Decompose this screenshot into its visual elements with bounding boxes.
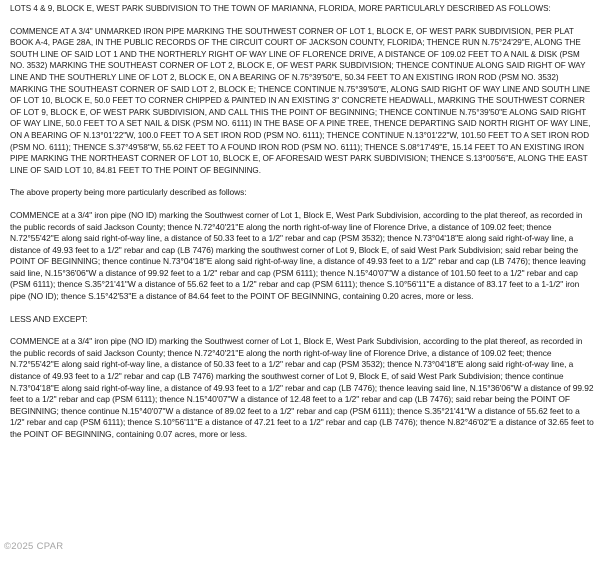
legal-description-caps: COMMENCE AT A 3/4" UNMARKED IRON PIPE MARKING THE SOUTHWEST CORNER OF LOT 1, BLOCK E, OF WEST PARK SUBDIVISION, PER PLAT BOOK A-4, PAGE 28A, IN THE PUBLIC RECORDS OF THE CIRCUIT COURT OF JACKSON COUNTY, FLORIDA; THENCE RUN N.75°24'29"E, ALONG THE SOUTH LINE OF SAID LOT 1 AND THE NORTHERLY RIGHT OF WAY LINE OF FLORENCE DRIVE, A DISTANCE OF 109.02 FEET TO A NAIL & DISK (PSM NO. 3532) MARKING THE SOUTHEAST CORNER OF LOT 2, BLOCK E, OF WEST PARK SUBDIVISION; THENCE CONTINUE ALONG SAID RIGHT OF WAY LINE AND THE SOUTHERLY LINE OF LOT 2, BLOCK E, ON A BEARING OF N.75°39'50"E, 50.34 FEET TO AN EXISTING IRON ROD (PSM NO. 3532) MARKING THE SOUTHEAST CORNER OF SAID LOT 2, BLOCK E; THENCE CONTINUE N.75°39'50"E, ALONG SAID RIGHT OF WAY LINE AND SOUTH LINE OF LOT 10, BLOCK E, 50.0 FEET TO CORNER CHIPPED & PAINTED IN AN EXISTING 3" CONCRETE HEADWALL, MARKING THE SOUTHWEST CORNER OF LOT 9, BLOCK E, OF WEST PARK SUBDIVISION, AND CALL THIS THE POINT OF BEGINNING; THENCE CONTINUE N.75°39'50"E ALONG SAID RIGHT OF WAY LINE, 50.0 FEET TO A SET NAIL & DISK (PSM NO. 6111) IN THE BASE OF A PINE TREE, THENCE DEPARTING SAID NORTH RIGHT OF WAY LINE, ON A BEARING OF N.13°01'22"W, 100.0 FEET TO A SET IRON ROD (PSM NO. 6111); THENCE CONTINUE N.13°01'22"W, 101.50 FEET TO A SET IRON ROD (PSM NO. 6111); THENCE S.37°49'58"W, 55.62 FEET TO A FOUND IRON ROD (PSM NO. 6111); THENCE S.08°17'49"E, 15.14 FEET TO AN EXISTING IRON PIPE MARKING THE NORTHEAST CORNER OF LOT 10, BLOCK E, OF AFORESAID WEST PARK SUBDIVISION; THENCE S.13°00'56"E, ALONG THE EAST LINE OF SAID LOT 10, 84.81 FEET TO THE POINT OF BEGINNING. — [10, 26, 591, 175]
paragraph-spacer — [10, 199, 596, 210]
less-and-except-heading: LESS AND EXCEPT: — [10, 313, 88, 324]
paragraph-spacer — [10, 303, 596, 314]
copyright-watermark: ©2025 CPAR — [4, 541, 64, 552]
document-heading: LOTS 4 & 9, BLOCK E, WEST PARK SUBDIVISION TO THE TOWN OF MARIANNA, FLORIDA, MORE PARTICULARLY DESCRIBED AS FOLLOWS: — [10, 4, 551, 13]
description-detailed: COMMENCE at a 3/4" iron pipe (NO ID) marking the Southwest corner of Lot 1, Block E, West Park Subdivision, according to the plat thereof, as recorded in the public records of said Jackson County; thence N.72°40'21"E along the north right-of-way line of Florence Drive, a distance of 109.02 feet; thence N.72°55'42"E along said right-of-way line, a distance of 50.33 feet to a 1/2" rebar and cap (PSM 3532); thence N.73°04'18"E along said right-of-way line, a distance of 49.93 feet to a 1/2" rebar and cap (LB 7476) marking the southwest corner of Lot 9, Block E, of said West Park Subdivision; said rebar being the POINT OF BEGINNING; thence continue N.73°04'18"E along said right-of-way line, a distance of 49.93 feet to a 1/2" rebar and cap (LB 7476); thence leaving said line, N.15°36'06"W a distance of 99.92 feet to a 1/2" rebar and cap (PSM 6111); thence N.15°40'07"W a distance of 101.50 feet to a 1/2" rebar and cap (PSM 6111); thence S.35°21'41"W a distance of 55.62 feet to a 1/2" rebar and cap (PSM 6111); thence S.10°56'11"E a distance of 83.17 feet to a 1-1/2" iron pipe (NO ID); thence S.15°42'53"E a distance of 84.64 feet to the POINT OF BEGINNING, containing 0.20 acres, more or less. — [10, 209, 586, 302]
paragraph-spacer — [10, 176, 596, 187]
paragraph-spacer — [10, 325, 596, 336]
except-description: COMMENCE at a 3/4" iron pipe (NO ID) marking the Southwest corner of Lot 1, Block E, West Park Subdivision, according to the plat thereof, as recorded in the public records of said Jackson County; thence N.72°40'21"E along the north right-of-way line of Florence Drive, a distance of 109.02 feet; thence N.72°55'42"E along said right-of-way line, a distance of 50.33 feet to a 1/2" rebar and cap (PSM 3532); thence N.73°04'18"E along said right-of-way line, a distance of 49.93 feet to a 1/2" rebar and cap (LB 7476) marking the southwest corner of Lot 9, Block E, of said West Park Subdivision; thence continue N.73°04'18"E along said right-of-way line, a distance of 49.93 feet to a 1/2" rebar and cap (LB 7476); thence leaving said line, N.15°36'06"W a distance of 99.92 feet to a 1/2" rebar and cap (PSM 6111); thence N.15°40'07"W a distance of 12.48 feet to a 1/2" rebar and cap (LB 7476); said rebar being the POINT OF BEGINNING; thence continue N.15°40'07"W a distance of 89.02 feet to a 1/2" rebar and cap (PSM 6111); thence S.35°21'41"W a distance of 55.62 feet to a 1/2" rebar and cap (PSM 6111); thence S.10°56'11"E a distance of 47.21 feet to a 1/2" rebar and cap (LB 7476); thence N.82°46'02"E a distance of 32.65 feet to the POINT OF BEGINNING, containing 0.07 acres, more or less. — [10, 336, 594, 439]
intro-more-particular: The above property being more particularly described as follows: — [10, 187, 247, 198]
paragraph-spacer — [10, 15, 596, 26]
